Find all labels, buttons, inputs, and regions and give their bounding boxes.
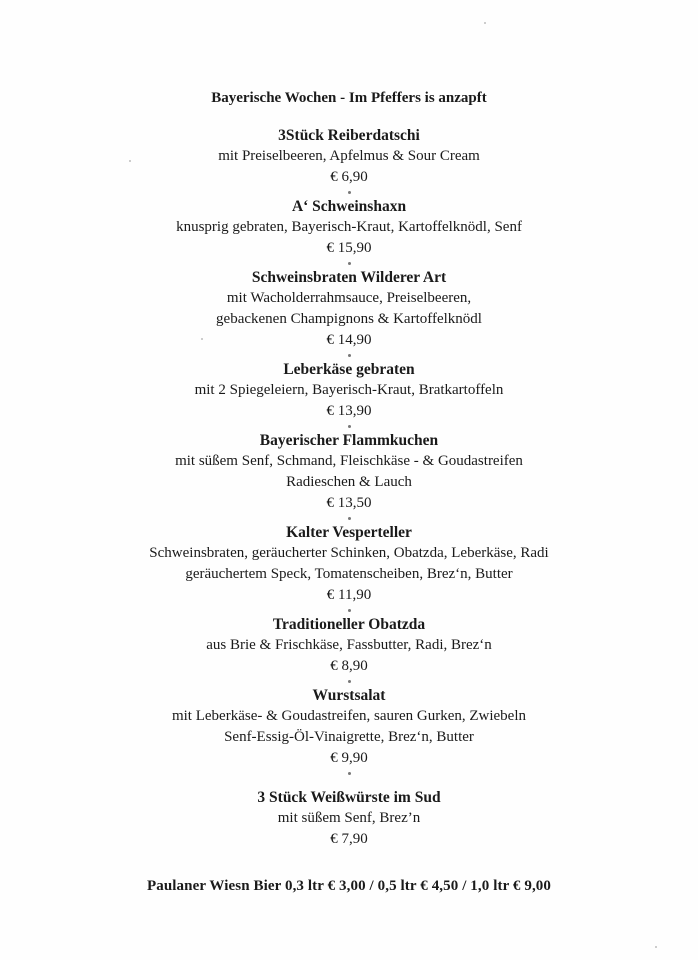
menu-item-title: Bayerischer Flammkuchen bbox=[259, 432, 439, 449]
menu-item-price: € 13,90 bbox=[326, 403, 372, 419]
menu-item bbox=[0, 267, 698, 359]
menu-header: Bayerische Wochen - Im Pfeffers is anzapft bbox=[211, 90, 487, 106]
menu-item-description: mit Wacholderrahmsauce, Preiselbeeren, bbox=[226, 290, 472, 306]
menu-item-description: mit süßem Senf, Schmand, Fleischkäse - & Goudastreifen bbox=[175, 453, 523, 469]
menu-item-title: Leberkäse gebraten bbox=[283, 361, 415, 378]
menu-item-description: gebackenen Champignons & Kartoffelknödl bbox=[216, 311, 482, 327]
separator-dot bbox=[0, 422, 698, 430]
separator-dot bbox=[0, 514, 698, 522]
menu-item bbox=[0, 522, 698, 614]
menu-item bbox=[0, 196, 698, 267]
menu-item-description: mit Leberkäse- & Goudastreifen, sauren Gurken, Zwiebeln bbox=[171, 708, 527, 724]
menu-item-description: knusprig gebraten, Bayerisch-Kraut, Kartoffelknödl, Senf bbox=[176, 219, 522, 235]
menu-item-price: € 13,50 bbox=[326, 495, 372, 511]
paper-speck bbox=[655, 946, 657, 948]
menu-item-price: € 7,90 bbox=[330, 831, 368, 847]
spacer bbox=[0, 777, 698, 787]
menu-item-title: 3 Stück Weißwürste im Sud bbox=[257, 789, 441, 806]
menu-item-price: € 14,90 bbox=[326, 332, 372, 348]
menu-item-title: 3Stück Reiberdatschi bbox=[278, 127, 420, 144]
separator-dot bbox=[0, 677, 698, 685]
menu-item-description: Senf-Essig-Öl-Vinaigrette, Brez‘n, Butter bbox=[224, 729, 474, 745]
menu-item-price: € 11,90 bbox=[326, 587, 372, 603]
separator-dot bbox=[0, 259, 698, 267]
separator-dot bbox=[0, 769, 698, 777]
menu-item-description: mit süßem Senf, Brez’n bbox=[277, 810, 421, 826]
menu-item bbox=[0, 359, 698, 430]
menu-item-price: € 6,90 bbox=[330, 169, 368, 185]
menu-item-price: € 9,90 bbox=[330, 750, 368, 766]
menu-item bbox=[0, 787, 698, 850]
separator-dot bbox=[0, 351, 698, 359]
menu-item-title: Traditioneller Obatzda bbox=[272, 616, 426, 633]
menu-item bbox=[0, 685, 698, 787]
menu-item-title: A‘ Schweinshaxn bbox=[291, 198, 407, 215]
menu-item-description: Radieschen & Lauch bbox=[286, 474, 412, 490]
separator-dot bbox=[0, 188, 698, 196]
menu-item-price: € 8,90 bbox=[330, 658, 368, 674]
menu-item bbox=[0, 125, 698, 196]
menu-item bbox=[0, 614, 698, 685]
menu-item-description: aus Brie & Frischkäse, Fassbutter, Radi, Brez‘n bbox=[206, 637, 492, 653]
menu-item bbox=[0, 430, 698, 522]
menu-item-description: Schweinsbraten, geräucherter Schinken, Obatzda, Leberkäse, Radi bbox=[149, 545, 549, 561]
menu-item-title: Kalter Vesperteller bbox=[286, 524, 412, 541]
beer-price-footer: Paulaner Wiesn Bier 0,3 ltr € 3,00 / 0,5 ltr € 4,50 / 1,0 ltr € 9,00 bbox=[146, 878, 552, 894]
menu-item-description: geräuchertem Speck, Tomatenscheiben, Brez‘n, Butter bbox=[185, 566, 513, 582]
menu-list bbox=[0, 125, 698, 850]
separator-dot bbox=[0, 606, 698, 614]
menu-item-price: € 15,90 bbox=[326, 240, 372, 256]
paper-speck bbox=[484, 22, 486, 24]
menu-item-title: Wurstsalat bbox=[312, 687, 386, 704]
menu-item-description: mit 2 Spiegeleiern, Bayerisch-Kraut, Bratkartoffeln bbox=[194, 382, 504, 398]
menu-item-description: mit Preiselbeeren, Apfelmus & Sour Cream bbox=[218, 148, 480, 164]
menu-item-title: Schweinsbraten Wilderer Art bbox=[251, 269, 447, 286]
